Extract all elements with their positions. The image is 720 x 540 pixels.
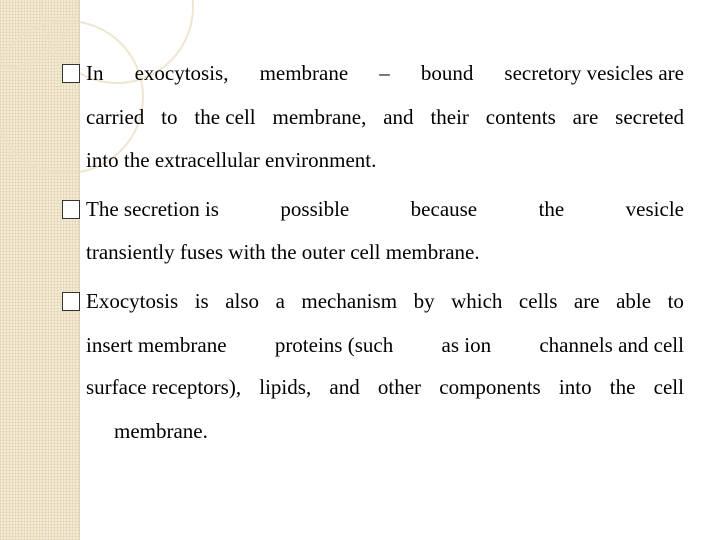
word: Exocytosis [86, 289, 179, 313]
word: cells [518, 289, 558, 313]
word: to [667, 289, 684, 313]
word: exocytosis, [134, 61, 229, 85]
word: In [86, 61, 104, 85]
word: are [572, 105, 599, 129]
bullet-3-line-3 [86, 375, 684, 399]
word: membrane, [272, 105, 367, 129]
word: bound [420, 61, 474, 85]
word: other [377, 375, 422, 399]
word: possible [280, 197, 350, 221]
word: is [194, 289, 209, 313]
word: components [439, 375, 541, 399]
word: because [410, 197, 478, 221]
word: vesicle [625, 197, 684, 221]
word: able [616, 289, 652, 313]
word: secreted [615, 105, 684, 129]
word: proteins (such [274, 333, 394, 357]
word: – [379, 61, 390, 85]
bullet-1-line-2 [86, 105, 684, 129]
word: insert membrane [86, 333, 227, 357]
word: and [383, 105, 414, 129]
bullet-marker [62, 292, 80, 311]
bullet-3-line-2 [86, 333, 684, 357]
word: and [329, 375, 360, 399]
bullet-1-line-3 [86, 148, 684, 172]
word: The secretion is [86, 197, 219, 221]
bullet-1-line-1 [86, 61, 684, 85]
bullet-2-line-1 [86, 197, 684, 221]
bullet-marker [62, 64, 80, 83]
word: membrane. [114, 419, 208, 443]
bullet-marker [62, 200, 80, 219]
word: transiently fuses with the outer cell membrane. [86, 240, 480, 264]
word: by [413, 289, 435, 313]
word: the [538, 197, 565, 221]
word: membrane [259, 61, 349, 85]
word: secretory vesicles are [504, 61, 684, 85]
bullet-2-line-2 [86, 240, 684, 264]
word: to [161, 105, 178, 129]
word: lipids, [259, 375, 312, 399]
word: surface receptors), [86, 375, 242, 399]
word: as ion [441, 333, 492, 357]
word: are [573, 289, 600, 313]
word: into the extracellular environment. [86, 148, 377, 172]
bullet-3-line-4 [114, 419, 684, 443]
word: cell [653, 375, 684, 399]
word: contents [485, 105, 556, 129]
word: also [225, 289, 260, 313]
word: the cell [194, 105, 256, 129]
bullet-3-line-1 [86, 289, 684, 313]
word: their [430, 105, 469, 129]
word: channels and cell [539, 333, 684, 357]
word: mechanism [301, 289, 398, 313]
word: the [609, 375, 636, 399]
word: a [275, 289, 285, 313]
word: which [451, 289, 503, 313]
word: into [558, 375, 592, 399]
word: carried [86, 105, 145, 129]
